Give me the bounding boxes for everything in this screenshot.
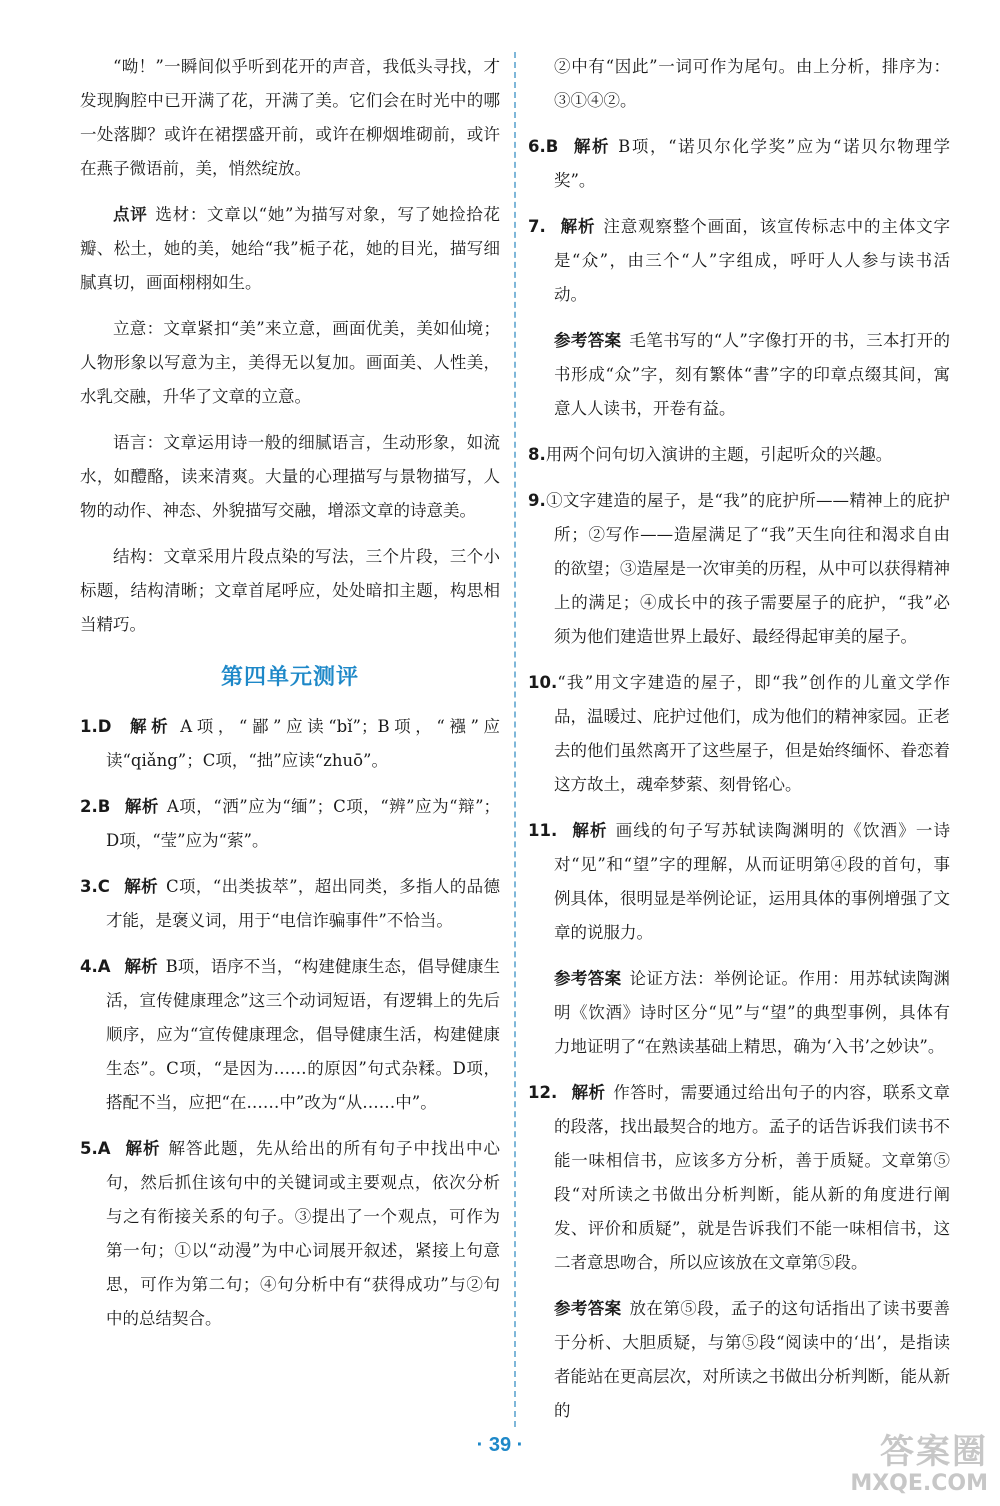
answer-text: 用两个问句切入演讲的主题，引起听众的兴趣。 bbox=[545, 445, 893, 464]
analysis-text: C项，“出类拔萃”，超出同类，多指人的品德才能，是褒义词，用于“电信诈骗事件”不恰当。 bbox=[106, 877, 501, 930]
watermark-domain: MXQE.COM bbox=[850, 1471, 988, 1496]
reference-label: 参考答案 bbox=[554, 969, 622, 988]
answer-item-9 bbox=[528, 484, 950, 654]
item-answer: B bbox=[545, 137, 559, 156]
item-number: 3. bbox=[80, 877, 98, 896]
analysis-text: A项，“鄙”应读“bǐ”；B项，“襁”应读“qiǎng”；C项，“拙”应读“zhuō”。 bbox=[106, 717, 501, 770]
answer-item-3 bbox=[80, 870, 500, 938]
watermark-logo bbox=[830, 1432, 988, 1502]
item-number: 12. bbox=[528, 1083, 558, 1102]
item-number: 6. bbox=[528, 137, 546, 156]
answer-item-8 bbox=[528, 438, 950, 472]
item-number: 7. bbox=[528, 217, 546, 236]
item-number: 11. bbox=[528, 821, 558, 840]
analysis-label: 解析 bbox=[571, 821, 608, 840]
item-answer: D bbox=[97, 717, 112, 736]
analysis-label: 解析 bbox=[559, 217, 596, 236]
item-number: 4. bbox=[80, 957, 98, 976]
item-number: 5. bbox=[80, 1139, 98, 1158]
item-answer: A bbox=[97, 957, 111, 976]
reference-text: 毛笔书写的“人”字像打开的书，三本打开的书形成“众”字，刻有繁体“書”字的印章点缀其间，寓意人人读书，开卷有益。 bbox=[554, 331, 951, 418]
item-number: 8. bbox=[528, 445, 546, 464]
analysis-label: 解析 bbox=[124, 957, 158, 976]
answer-item-12 bbox=[528, 1076, 950, 1280]
answer-item-1 bbox=[80, 710, 500, 778]
item-number: 2. bbox=[80, 797, 98, 816]
reference-text: 论证方法：举例论证。作用：用苏轼读陶渊明《饮酒》诗时区分“见”与“望”的典型事例，具体有力地证明了“在熟读基础上精思，确为‘入书’之妙诀”。 bbox=[554, 969, 951, 1056]
comment-paragraph bbox=[80, 198, 500, 300]
reference-text: 放在第⑤段，孟子的这句话指出了读书要善于分析、大胆质疑，与第⑤段“阅读中的‘出’，是指读者能站在更高层次，对所读之书做出分析判断，能从新的 bbox=[554, 1299, 951, 1420]
answer-item-5 bbox=[80, 1132, 500, 1336]
reference-answer-7 bbox=[528, 324, 950, 426]
analysis-label: 解析 bbox=[125, 717, 173, 736]
item-answer: C bbox=[97, 877, 110, 896]
answer-item-2 bbox=[80, 790, 500, 858]
item-answer: B bbox=[97, 797, 111, 816]
analysis-text: 注意观察整个画面，该宣传标志中的主体文字是“众”，由三个“人”字组成，呼吁人人参与读书活动。 bbox=[554, 217, 950, 304]
analysis-text: 作答时，需要通过给出句子的内容，联系文章的段落，找出最契合的地方。孟子的话告诉我们读书不能一味相信书，应该多方分析，善于质疑。文章第⑤段“对所读之书做出分析判断，能从新的角度进行阐发、评价和质疑”，就是告诉我们不能一味相信书，这二者意思吻合，所以应该放在文章第⑤段。 bbox=[554, 1083, 951, 1272]
analysis-label: 解析 bbox=[123, 877, 158, 896]
comment-label: 点评 bbox=[113, 205, 148, 224]
left-column bbox=[80, 50, 500, 1348]
comment-yuyan: 语言：文章运用诗一般的细腻语言，生动形象，如流水，如醴酪，读来清爽。大量的心理描写与景物描写，人物的动作、神态、外貌描写交融，增添文章的诗意美。 bbox=[80, 433, 500, 520]
answer-text: ①文字建造的屋子，是“我”的庇护所——精神上的庇护所；②写作——造屋满足了“我”天生向往和渴求自由的欲望；③造屋是一次审美的历程，从中可以获得精神上的满足；④成长中的孩子需要屋子的庇护，“我”必须为他们建造世界上最好、最经得起审美的屋子。 bbox=[545, 491, 950, 646]
analysis-label: 解析 bbox=[571, 1083, 606, 1102]
answer-item-6 bbox=[528, 130, 950, 198]
comment-text: 选材：文章以“她”为描写对象，写了她捡拾花瓣、松土，她的美，她给“我”栀子花，她的目光，描写细腻真切，画面栩栩如生。 bbox=[80, 205, 500, 292]
analysis-text: B项，语序不当，“构建健康生态，倡导健康生活，宣传健康理念”这三个动词短语，有逻辑上的先后顺序，应为“宣传健康理念，倡导健康生活，构建健康生态”。C项，“是因为……的原因”句式杂糅。D项，搭配不当，应把“在……中”改为“从……中”。 bbox=[106, 957, 501, 1112]
reference-label: 参考答案 bbox=[554, 331, 622, 350]
right-column bbox=[528, 50, 950, 1440]
section-title: 第四单元测评 bbox=[220, 664, 359, 690]
analysis-label: 解析 bbox=[124, 797, 159, 816]
reference-label: 参考答案 bbox=[554, 1299, 622, 1318]
answer-item-11 bbox=[528, 814, 950, 950]
item-number: 10. bbox=[528, 673, 558, 692]
item-answer: A bbox=[97, 1139, 111, 1158]
answer-text: “我”用文字建造的屋子，即“我”创作的儿童文学作品，温暖过、庇护过他们，成为他们的精神家园。正老去的他们虽然离开了这些屋子，但是始终缅怀、眷恋着这方故土，魂牵梦萦、刻骨铭心。 bbox=[554, 673, 950, 794]
answer-item-10 bbox=[528, 666, 950, 802]
answer-item-4 bbox=[80, 950, 500, 1120]
reference-answer-11 bbox=[528, 962, 950, 1064]
analysis-text: 解答此题，先从给出的所有句子中找出中心句，然后抓住该句中的关键词或主要观点，依次分析与之有衔接关系的句子。③提出了一个观点，可作为第一句；①以“动漫”为中心词展开叙述，紧接上句意思，可作为第二句；④句分析中有“获得成功”与②句中的总结契合。 bbox=[106, 1139, 501, 1328]
essay-paragraph: “呦！”一瞬间似乎听到花开的声音，我低头寻找，才发现胸腔中已开满了花，开满了美。它们会在时光中的哪一处落脚？或许在裙摆盛开前，或许在柳烟堆砌前，或许在燕子微语前，美，悄然绽放。 bbox=[80, 57, 500, 178]
page-number: · 39 · bbox=[476, 1434, 524, 1456]
answer-item-7 bbox=[528, 210, 950, 312]
column-divider bbox=[514, 52, 516, 1427]
reference-answer-12 bbox=[528, 1292, 950, 1428]
analysis-label: 解析 bbox=[124, 1139, 161, 1158]
analysis-label: 解析 bbox=[572, 137, 611, 156]
comment-jiegou: 结构：文章采用片段点染的写法，三个片段，三个小标题，结构清晰；文章首尾呼应，处处暗扣主题，构思相当精巧。 bbox=[80, 547, 500, 634]
analysis-text: B项，“诺贝尔化学奖”应为“诺贝尔物理学奖”。 bbox=[554, 137, 951, 190]
watermark-text: 答案圈 bbox=[880, 1432, 988, 1472]
item-number: 9. bbox=[528, 491, 546, 510]
analysis-text: A项，“洒”应为“缅”；C项，“辨”应为“辩”；D项，“莹”应为“萦”。 bbox=[106, 797, 501, 850]
comment-liyi: 立意：文章紧扣“美”来立意，画面优美，美如仙境；人物形象以写意为主，美得无以复加。画面美、人性美，水乳交融，升华了文章的立意。 bbox=[80, 319, 500, 406]
answer-item-5-continued: ②中有“因此”一词可作为尾句。由上分析，排序为：③①④②。 bbox=[554, 57, 950, 110]
item-number: 1. bbox=[80, 717, 98, 736]
analysis-text: 画线的句子写苏轼读陶渊明的《饮酒》一诗对“见”和“望”字的理解，从而证明第④段的首句，事例具体，很明显是举例论证，运用具体的事例增强了文章的说服力。 bbox=[554, 821, 951, 942]
